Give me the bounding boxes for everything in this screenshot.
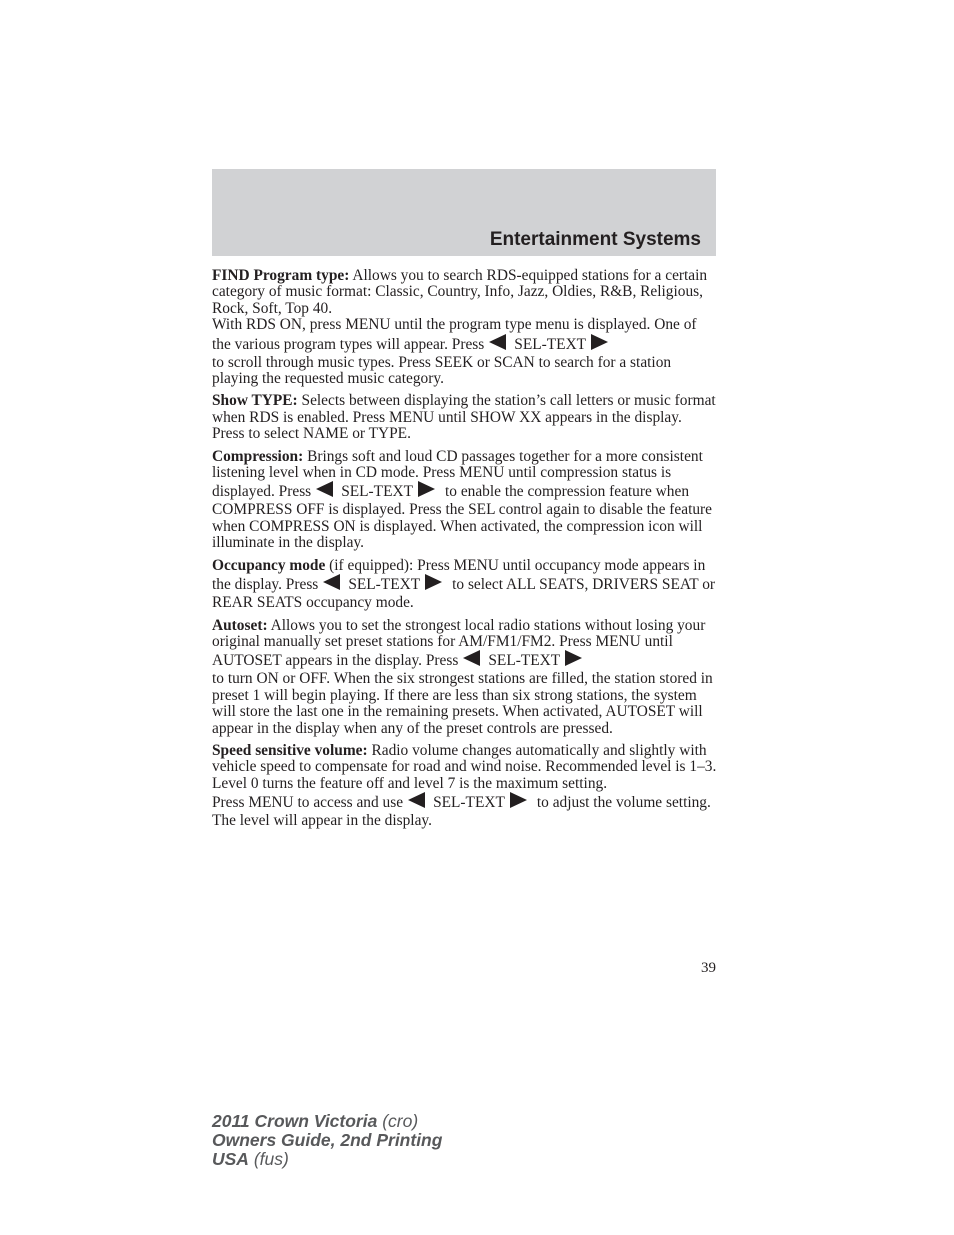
section-title: Entertainment Systems bbox=[489, 229, 701, 250]
footer-model: 2011 Crown Victoria bbox=[212, 1111, 378, 1131]
compression-paragraph bbox=[212, 449, 718, 552]
press-menu-paragraph bbox=[212, 792, 718, 829]
occupancy-text-pre: (if equipped): Press MENU until occupancy mode appears in the display. Press bbox=[212, 556, 706, 594]
compression-term: Compression: bbox=[212, 447, 304, 465]
find-program-text: Allows you to search RDS-equipped stations for a certain category of music format: Classic, Country, Info, Jazz, Oldies, R&B, Religious, Rock, Soft, Top 40. bbox=[212, 267, 708, 317]
sel-text-label: SEL-TEXT bbox=[348, 576, 421, 594]
seek-left-arrow-icon bbox=[463, 650, 480, 666]
footer-guide: Owners Guide, 2nd Printing bbox=[212, 1130, 443, 1150]
occupancy-text-post: to select ALL SEATS, DRIVERS SEAT or REAR SEATS occupancy mode. bbox=[212, 576, 716, 612]
page-number: 39 bbox=[701, 960, 716, 976]
show-type-term: Show TYPE: bbox=[212, 392, 298, 410]
sel-text-label: SEL-TEXT bbox=[488, 652, 561, 670]
footer-line-2 bbox=[212, 1131, 442, 1150]
seek-right-arrow-icon bbox=[418, 481, 435, 497]
rds-on-paragraph bbox=[212, 317, 718, 387]
show-type-paragraph bbox=[212, 393, 718, 442]
footer-market: USA bbox=[212, 1149, 249, 1169]
footer-model-code: (cro) bbox=[377, 1111, 419, 1131]
seek-right-arrow-icon bbox=[591, 334, 608, 350]
press-menu-text-post: to adjust the volume setting. The level will appear in the display. bbox=[212, 794, 711, 830]
rds-on-text-pre: With RDS ON, press MENU until the program type menu is displayed. One of the various program types will appear. Press bbox=[212, 316, 697, 353]
footer-market-code: (fus) bbox=[248, 1149, 289, 1169]
seek-right-arrow-icon bbox=[565, 650, 582, 666]
autoset-text-pre: Allows you to set the strongest local radio stations without losing your original manually set preset stations for AM/FM1/FM2. Press MENU until AUTOSET appears in the display. Press bbox=[212, 616, 706, 670]
rds-on-text-post: to scroll through music types. Press SEEK or SCAN to search for a station playing the requested music category. bbox=[212, 353, 672, 388]
seek-left-arrow-icon bbox=[316, 481, 333, 497]
speed-volume-paragraph bbox=[212, 743, 718, 792]
seek-right-arrow-icon bbox=[425, 574, 442, 590]
section-header-band bbox=[212, 169, 716, 256]
seek-left-arrow-icon bbox=[408, 792, 425, 808]
compression-text-post: to enable the compression feature when COMPRESS OFF is displayed. Press the SEL control again to disable the feature when COMPRESS ON is displayed. When activated, the compression icon will illuminate in the display. bbox=[212, 483, 713, 552]
autoset-paragraph bbox=[212, 618, 718, 737]
compression-text-pre: Brings soft and loud CD passages together for a more consistent listening level when in CD mode. Press MENU until compression status is displayed. Press bbox=[212, 447, 703, 501]
speed-volume-term: Speed sensitive volume: bbox=[212, 741, 368, 759]
occupancy-term: Occupancy mode bbox=[212, 556, 326, 574]
find-program-paragraph bbox=[212, 268, 718, 317]
seek-left-arrow-icon bbox=[323, 574, 340, 590]
seek-left-arrow-icon bbox=[489, 334, 506, 350]
autoset-term: Autoset: bbox=[212, 616, 268, 634]
seek-right-arrow-icon bbox=[510, 792, 527, 808]
speed-volume-text: Radio volume changes automatically and slightly with vehicle speed to compensate for road and wind noise. Recommended level is 1–3. Level 0 turns the feature off and level 7 is the maximum setting. bbox=[212, 741, 717, 792]
press-menu-text-pre: Press MENU to access and use bbox=[212, 794, 404, 812]
occupancy-paragraph bbox=[212, 558, 718, 612]
autoset-text-post: to turn ON or OFF. When the six strongest stations are filled, the station stored in preset 1 will begin playing. If there are less than six strong stations, the system will store the last one in the remaining presets. When activated, AUTOSET will appear in the display when any of the preset controls are pressed. bbox=[212, 670, 713, 737]
footer-line-3 bbox=[212, 1150, 442, 1169]
sel-text-label: SEL-TEXT bbox=[514, 335, 587, 353]
sel-text-label: SEL-TEXT bbox=[433, 794, 505, 812]
find-program-term: FIND Program type: bbox=[212, 267, 350, 284]
footer bbox=[212, 1112, 442, 1169]
sel-text-label: SEL-TEXT bbox=[341, 483, 413, 501]
footer-line-1 bbox=[212, 1112, 442, 1131]
show-type-text: Selects between displaying the station’s call letters or music format when RDS is enabled. Press MENU until SHOW XX appears in the display. Press to select NAME or TYPE. bbox=[212, 392, 716, 443]
page-content bbox=[212, 268, 718, 836]
